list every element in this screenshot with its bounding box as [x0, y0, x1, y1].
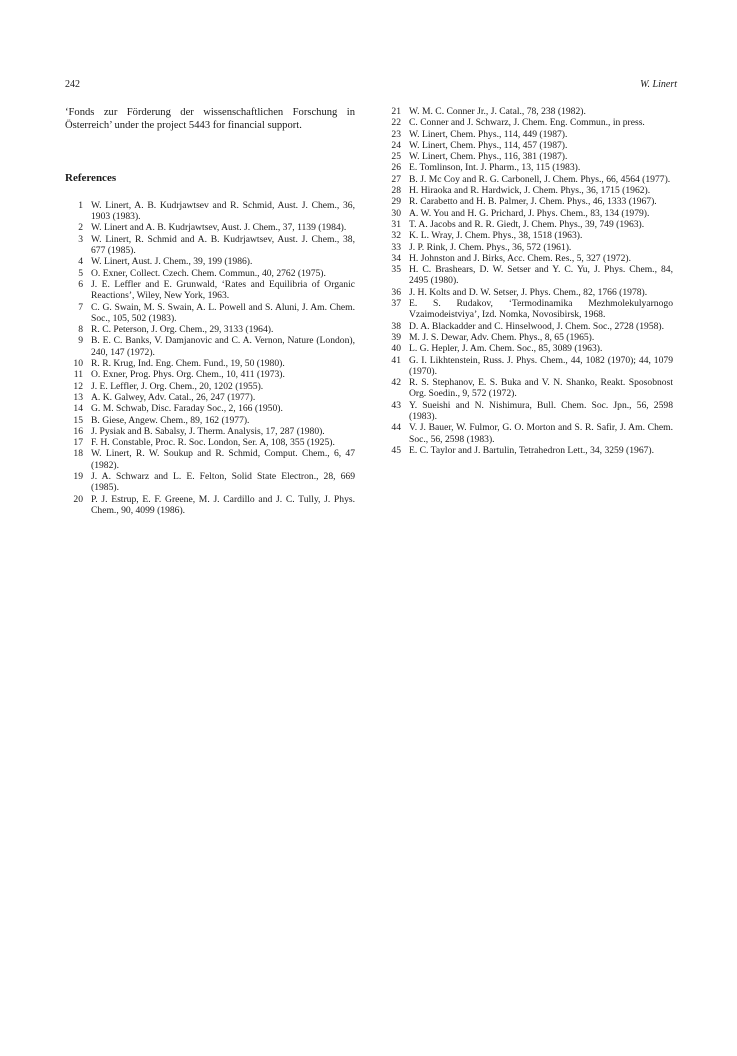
reference-text: E. Tomlinson, Int. J. Pharm., 13, 115 (1983). — [409, 162, 581, 174]
reference-text: E. S. Rudakov, ‘Termodinamika Mezhmolekulyarnogo Vzaimodeistviya’, Izd. Nomka, Novosibirsk, 1968. — [409, 298, 673, 321]
reference-number: 38 — [391, 320, 401, 332]
reference-entry — [65, 403, 355, 414]
reference-text: C. Conner and J. Schwarz, J. Chem. Eng. Commun., in press. — [409, 117, 645, 129]
reference-entry — [65, 471, 355, 494]
reference-text: J. E. Leffler, J. Org. Chem., 20, 1202 (1955). — [91, 380, 264, 392]
reference-text: W. Linert and A. B. Kudrjawtsev, Aust. J. Chem., 37, 1139 (1984). — [91, 222, 347, 234]
reference-number: 43 — [391, 399, 401, 411]
reference-number: 15 — [73, 414, 83, 426]
reference-number: 12 — [73, 380, 83, 392]
reference-entry — [383, 151, 673, 162]
reference-entry — [383, 196, 673, 207]
reference-entry — [383, 230, 673, 241]
reference-entry — [65, 268, 355, 279]
reference-entry — [383, 321, 673, 332]
reference-number: 31 — [391, 218, 401, 230]
reference-entry — [383, 264, 673, 287]
left-column — [65, 106, 355, 516]
reference-entry — [383, 174, 673, 185]
reference-number: 37 — [391, 298, 401, 310]
reference-number: 19 — [73, 471, 83, 483]
reference-entry — [65, 335, 355, 358]
reference-text: T. A. Jacobs and R. R. Giedt, J. Chem. Phys., 39, 749 (1963). — [409, 218, 645, 230]
reference-text: H. C. Brashears, D. W. Setser and Y. C. Yu, J. Phys. Chem., 84, 2495 (1980). — [409, 264, 673, 287]
reference-text: B. Giese, Angew. Chem., 89, 162 (1977). — [91, 414, 250, 426]
reference-text: H. Hiraoka and R. Hardwick, J. Chem. Phys., 36, 1715 (1962). — [409, 185, 651, 197]
reference-number: 33 — [391, 241, 401, 253]
reference-text: A. K. Galwey, Adv. Catal., 26, 247 (1977). — [91, 391, 256, 403]
reference-number: 32 — [391, 230, 401, 242]
acknowledgement-text: ‘Fonds zur Förderung der wissenschaftlichen Forschung in Österreich’ under the project 5443 for financial support. — [65, 107, 355, 132]
reference-text: W. Linert, Chem. Phys., 114, 457 (1987). — [409, 139, 568, 151]
reference-number: 35 — [391, 264, 401, 276]
reference-entry — [383, 253, 673, 264]
reference-entry — [383, 377, 673, 400]
reference-entry — [65, 415, 355, 426]
reference-text: P. J. Estrup, E. F. Greene, M. J. Cardillo and J. C. Tully, J. Phys. Chem., 90, 4099 (1986). — [91, 493, 355, 516]
reference-number: 10 — [73, 358, 83, 370]
reference-text: W. Linert, R. Schmid and A. B. Kudrjawtsev, Aust. J. Chem., 38, 677 (1985). — [91, 233, 355, 257]
reference-text: W. Linert, R. W. Soukup and R. Schmid, Comput. Chem., 6, 47 (1982). — [91, 448, 355, 471]
reference-entry — [383, 106, 673, 117]
reference-number: 1 — [78, 199, 83, 211]
reference-entry — [65, 448, 355, 471]
reference-text: F. H. Constable, Proc. R. Soc. London, Ser. A, 108, 355 (1925). — [91, 437, 335, 449]
reference-entry — [383, 298, 673, 321]
running-author: W. Linert — [640, 79, 677, 90]
reference-text: W. Linert, A. B. Kudrjawtsev and R. Schmid, Aust. J. Chem., 36, 1903 (1983). — [91, 199, 355, 223]
reference-entry — [65, 256, 355, 267]
reference-text: B. J. Mc Coy and R. G. Carbonell, J. Chem. Phys., 66, 4564 (1977). — [409, 173, 671, 185]
reference-text: W. Linert, Chem. Phys., 116, 381 (1987). — [409, 151, 568, 163]
reference-text: E. C. Taylor and J. Bartulin, Tetrahedron Lett., 34, 3259 (1967). — [409, 444, 655, 456]
reference-number: 25 — [391, 151, 401, 163]
reference-entry — [383, 242, 673, 253]
reference-entry — [65, 200, 355, 223]
reference-text: R. R. Krug, Ind. Eng. Chem. Fund., 19, 50 (1980). — [91, 358, 285, 370]
reference-entry — [383, 400, 673, 423]
reference-entry — [383, 343, 673, 354]
reference-text: W. Linert, Chem. Phys., 114, 449 (1987). — [409, 128, 568, 140]
references-list-right — [383, 106, 673, 456]
reference-text: K. L. Wray, J. Chem. Phys., 38, 1518 (1963). — [409, 230, 583, 242]
reference-number: 3 — [78, 233, 83, 245]
reference-text: L. G. Hepler, J. Am. Chem. Soc., 85, 3089 (1963). — [409, 343, 603, 355]
reference-entry — [65, 302, 355, 325]
references-list-left — [65, 200, 355, 516]
reference-text: W. M. C. Conner Jr., J. Catal., 78, 238 (1982). — [409, 106, 586, 117]
reference-text: R. S. Stephanov, E. S. Buka and V. N. Shanko, Reakt. Sposobnost Org. Soedin., 9, 572 (1972). — [409, 377, 673, 400]
reference-number: 41 — [391, 354, 401, 366]
references-heading: References — [65, 171, 117, 184]
reference-number: 21 — [391, 106, 401, 117]
reference-entry — [65, 381, 355, 392]
reference-text: J. E. Leffler and E. Grunwald, ‘Rates and Equilibria of Organic Reactions’, Wiley, New York, 1963. — [91, 278, 355, 302]
reference-entry — [65, 279, 355, 302]
reference-entry — [383, 208, 673, 219]
reference-entry — [383, 117, 673, 128]
reference-text: B. E. C. Banks, V. Damjanovic and C. A. Vernon, Nature (London), 240, 147 (1972). — [91, 335, 355, 358]
reference-entry — [65, 426, 355, 437]
reference-number: 2 — [78, 222, 83, 234]
reference-number: 27 — [391, 173, 401, 185]
reference-entry — [65, 222, 355, 233]
reference-number: 44 — [391, 422, 401, 434]
page-number: 242 — [65, 79, 80, 90]
reference-entry — [383, 355, 673, 378]
reference-entry — [383, 162, 673, 173]
reference-number: 39 — [391, 331, 401, 343]
reference-number: 20 — [73, 493, 83, 505]
reference-entry — [383, 219, 673, 230]
reference-text: O. Exner, Prog. Phys. Org. Chem., 10, 411 (1973). — [91, 369, 285, 381]
reference-text: J. P. Rink, J. Chem. Phys., 36, 572 (1961). — [409, 241, 572, 253]
reference-entry — [65, 369, 355, 380]
reference-number: 13 — [73, 391, 83, 403]
reference-entry — [383, 140, 673, 151]
reference-number: 6 — [78, 278, 83, 290]
reference-entry — [65, 437, 355, 448]
reference-number: 18 — [73, 448, 83, 460]
page-header — [65, 79, 677, 93]
reference-number: 34 — [391, 252, 401, 264]
reference-text: G. M. Schwab, Disc. Faraday Soc., 2, 166 (1950). — [91, 403, 283, 415]
reference-text: R. Carabetto and H. B. Palmer, J. Chem. Phys., 46, 1333 (1967). — [409, 196, 657, 208]
reference-text: J. H. Kolts and D. W. Setser, J. Phys. Chem., 82, 1766 (1978). — [409, 286, 648, 298]
reference-entry — [383, 129, 673, 140]
reference-number: 23 — [391, 128, 401, 140]
reference-number: 40 — [391, 343, 401, 355]
reference-entry — [65, 358, 355, 369]
reference-entry — [383, 287, 673, 298]
reference-entry — [65, 494, 355, 517]
reference-text: Y. Sueishi and N. Nishimura, Bull. Chem. Soc. Jpn., 56, 2598 (1983). — [409, 399, 673, 423]
reference-number: 30 — [391, 207, 401, 219]
reference-entry — [383, 422, 673, 445]
reference-number: 11 — [73, 369, 83, 381]
reference-number: 28 — [391, 185, 401, 197]
reference-number: 42 — [391, 377, 401, 389]
reference-number: 17 — [73, 437, 83, 449]
reference-text: O. Exner, Collect. Czech. Chem. Commun., 40, 2762 (1975). — [91, 267, 326, 279]
reference-number: 7 — [78, 301, 83, 313]
reference-number: 29 — [391, 196, 401, 208]
reference-number: 14 — [73, 403, 83, 415]
reference-text: W. Linert, Aust. J. Chem., 39, 199 (1986). — [91, 256, 253, 268]
reference-number: 45 — [391, 444, 401, 456]
reference-number: 9 — [78, 335, 83, 347]
reference-entry — [383, 332, 673, 343]
reference-entry — [383, 185, 673, 196]
reference-text: J. A. Schwarz and L. E. Felton, Solid State Electron., 28, 669 (1985). — [91, 471, 355, 494]
reference-entry — [65, 234, 355, 257]
reference-number: 4 — [78, 256, 83, 268]
right-column — [383, 106, 673, 456]
reference-number: 22 — [391, 117, 401, 129]
reference-text: H. Johnston and J. Birks, Acc. Chem. Res., 5, 327 (1972). — [409, 252, 631, 264]
reference-number: 36 — [391, 286, 401, 298]
reference-text: C. G. Swain, M. S. Swain, A. L. Powell and S. Aluni, J. Am. Chem. Soc., 105, 502 (1983). — [91, 301, 355, 324]
reference-text: V. J. Bauer, W. Fulmor, G. O. Morton and S. R. Safir, J. Am. Chem. Soc., 56, 2598 (1983). — [409, 422, 673, 445]
reference-text: A. W. You and H. G. Prichard, J. Phys. Chem., 83, 134 (1979). — [409, 207, 650, 219]
reference-entry — [383, 445, 673, 456]
reference-text: R. C. Peterson, J. Org. Chem., 29, 3133 (1964). — [91, 324, 274, 336]
reference-number: 8 — [78, 324, 83, 336]
reference-entry — [65, 324, 355, 335]
reference-text: J. Pysiak and B. Sabalsy, J. Therm. Analysis, 17, 287 (1980). — [91, 425, 325, 437]
reference-text: M. J. S. Dewar, Adv. Chem. Phys., 8, 65 (1965). — [409, 331, 595, 343]
reference-text: D. A. Blackadder and C. Hinselwood, J. Chem. Soc., 2728 (1958). — [409, 320, 665, 332]
reference-number: 26 — [391, 162, 401, 174]
reference-number: 16 — [73, 425, 83, 437]
reference-number: 24 — [391, 139, 401, 151]
reference-text: G. I. Likhtenstein, Russ. J. Phys. Chem., 44, 1082 (1970); 44, 1079 (1970). — [409, 354, 673, 377]
reference-number: 5 — [78, 267, 83, 279]
reference-entry — [65, 392, 355, 403]
